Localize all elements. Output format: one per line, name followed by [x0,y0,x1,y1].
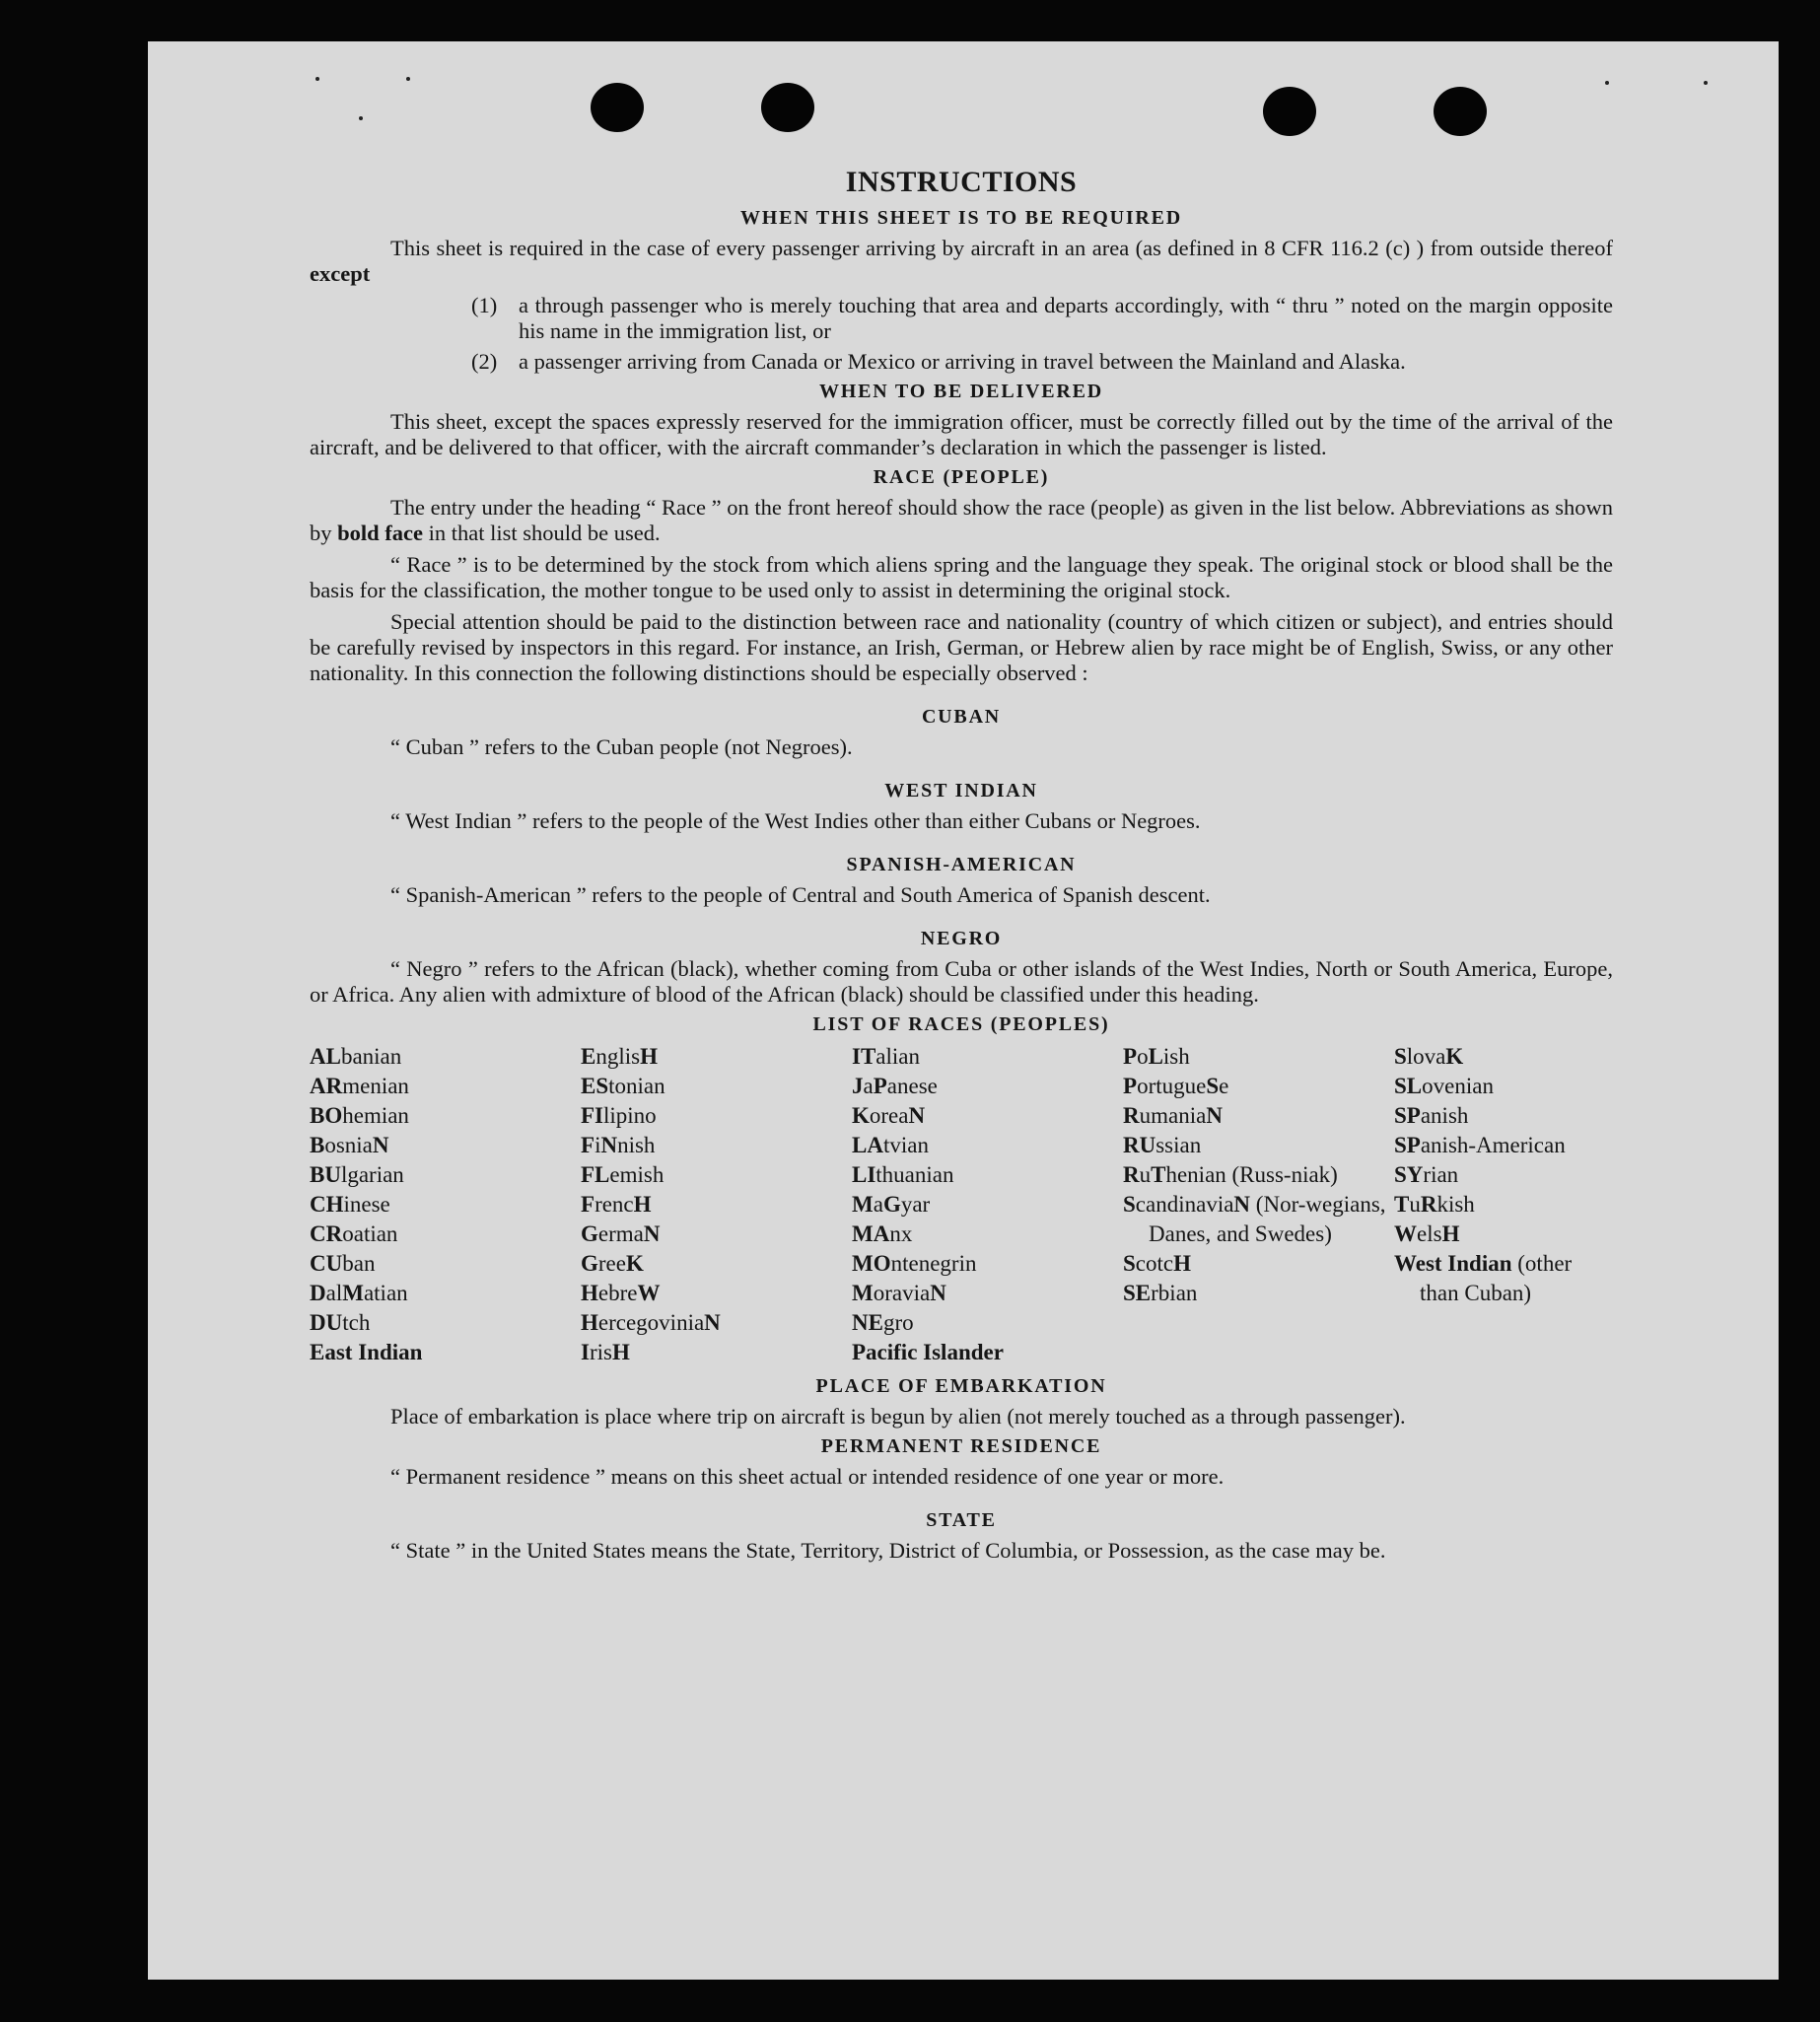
race-entry: Pacific Islander [852,1340,1004,1364]
heading-race: RACE (PEOPLE) [873,466,1050,488]
races-column [310,1042,581,1367]
race-entry: MOntenegrin [852,1251,977,1276]
race-entry: FIlipino [581,1103,657,1128]
race-entry: MAnx [852,1221,913,1246]
race-entry: HercegoviniaN [581,1310,721,1335]
heading-permanent-residence: PERMANENT RESIDENCE [820,1435,1102,1457]
speck [1704,81,1708,85]
race-paragraph-2: “ Race ” is to be determined by the stock from which aliens spring and the language they speak. The original stock or blood shall be the basis for the classification, the mother tongue to be used only to assist in determining the original stock. [310,552,1613,602]
speck [406,77,410,81]
races-column [852,1042,1123,1367]
heading-list-of-races: LIST OF RACES (PEOPLES) [812,1013,1110,1035]
heading-embarkation: PLACE OF EMBARKATION [815,1375,1107,1397]
race-entry: EnglisH [581,1044,658,1069]
heading-spanish-american: SPANISH-AMERICAN [846,854,1077,875]
race-entry: MaGyar [852,1192,931,1217]
race-entry: FLemish [581,1162,665,1187]
race-entry: NEgro [852,1310,914,1335]
race-entry: TuRkish [1394,1192,1475,1217]
exception-text: a through passenger who is merely touching that area and departs accordingly, with “ thru ” noted on the margin opposite his name in the immigration list, or [519,293,1613,343]
race-entry: SYrian [1394,1162,1459,1187]
embarkation-text: Place of embarkation is place where trip on aircraft is begun by alien (not merely touched as a through passenger). [390,1404,1406,1429]
races-table [310,1042,1613,1367]
race-entry: KoreaN [852,1103,926,1128]
race-entry: ALbanian [310,1044,402,1069]
exception-number: (1) [471,293,498,317]
exception-item [471,349,1613,375]
race-entry: SPanish-American [1394,1133,1566,1157]
race-entry: SlovaK [1394,1044,1464,1069]
race-entry: BUlgarian [310,1162,404,1187]
race-entry: SLovenian [1394,1074,1494,1098]
race-entry: ScandinaviaN (Nor-wegians, Danes, and Swedes) [1123,1192,1386,1246]
race-entry: FiNnish [581,1133,656,1157]
race-entry: CRoatian [310,1221,398,1246]
negro-text: “ Negro ” refers to the African (black), whether coming from Cuba or other islands of the West Indies, North or South America, Europe, or Africa. Any alien with admixture of blood of the African (black) should be classified under this heading. [310,956,1613,1007]
page-title: INSTRUCTIONS [845,166,1078,198]
punch-hole [1263,87,1316,136]
punch-hole [591,83,644,132]
race-entry: East Indian [310,1340,423,1364]
heading-when-required: WHEN THIS SHEET IS TO BE REQUIRED [739,207,1183,229]
race-entry: BOhemian [310,1103,409,1128]
punch-hole [761,83,814,132]
speck [359,116,363,120]
heading-when-delivered: WHEN TO BE DELIVERED [818,381,1104,402]
race-entry: ARmenian [310,1074,409,1098]
heading-cuban: CUBAN [921,706,1002,728]
race-entry: JaPanese [852,1074,938,1098]
exception-text: a passenger arriving from Canada or Mexico or arriving in travel between the Mainland and Alaska. [519,349,1406,374]
permanent-residence-text: “ Permanent residence ” means on this sheet actual or intended residence of one year or more. [390,1464,1225,1489]
exception-item [471,293,1613,344]
exception-list [310,293,1613,375]
punch-hole [1434,87,1487,136]
race-entry: RuThenian (Russ-niak) [1123,1162,1338,1187]
when-delivered-text: This sheet, except the spaces expressly reserved for the immigration officer, must be correctly filled out by the time of the arrival of the aircraft, and be delivered to that officer, with the aircraft commander’s declaration in which the passenger is listed. [310,409,1613,459]
west-indian-text: “ West Indian ” refers to the people of the West Indies other than either Cubans or Negroes. [390,808,1201,833]
race-entry: MoraviaN [852,1281,946,1305]
exception-number: (2) [471,349,498,374]
race-entry: IrisH [581,1340,630,1364]
race-entry: SErbian [1123,1281,1198,1305]
speck [1605,81,1609,85]
instructions-content [310,166,1613,1569]
when-required-intro: This sheet is required in the case of every passenger arriving by aircraft in an area (as defined in 8 CFR 116.2 (c) ) from outside thereof except [310,236,1613,286]
race-entry: WelsH [1394,1221,1460,1246]
instruction-sheet [148,41,1779,1980]
state-text: “ State ” in the United States means the State, Territory, District of Columbia, or Possession, as the case may be. [390,1538,1386,1563]
races-column [1394,1042,1613,1367]
spanish-american-text: “ Spanish-American ” refers to the people of Central and South America of Spanish descent. [390,882,1211,907]
race-entry: CHinese [310,1192,390,1217]
race-entry: FrencH [581,1192,652,1217]
race-entry: West Indian (other than Cuban) [1394,1251,1573,1305]
races-column [581,1042,852,1367]
race-entry: DalMatian [310,1281,408,1305]
speck [315,77,319,81]
race-paragraph-1: The entry under the heading “ Race ” on the front hereof should show the race (people) as given in the list below. Abbreviations as shown by bold face in that list should be used. [310,495,1613,545]
heading-negro: NEGRO [920,928,1003,949]
race-entry: PortugueSe [1123,1074,1229,1098]
race-entry: GermaN [581,1221,661,1246]
race-entry: LIthuanian [852,1162,954,1187]
race-entry: EStonian [581,1074,665,1098]
race-paragraph-3: Special attention should be paid to the distinction between race and nationality (country of which citizen or subject), and entries should be carefully revised by inspectors in this regard. For instance, an Irish, German, or Hebrew alien by race might be of English, Swiss, or any other nationality. In this connection the following distinctions should be especially observed : [310,609,1613,685]
race-entry: SPanish [1394,1103,1469,1128]
cuban-text: “ Cuban ” refers to the Cuban people (not Negroes). [390,734,853,759]
race-entry: RumaniaN [1123,1103,1223,1128]
races-column [1123,1042,1394,1367]
race-entry: GreeK [581,1251,644,1276]
race-entry: HebreW [581,1281,661,1305]
race-entry: RUssian [1123,1133,1202,1157]
race-entry: DUtch [310,1310,371,1335]
race-entry: ScotcH [1123,1251,1191,1276]
race-entry: BosniaN [310,1133,389,1157]
race-entry: ITalian [852,1044,920,1069]
race-entry: LAtvian [852,1133,929,1157]
heading-west-indian: WEST INDIAN [884,780,1038,802]
race-entry: CUban [310,1251,376,1276]
race-entry: PoLish [1123,1044,1190,1069]
heading-state: STATE [926,1509,997,1531]
